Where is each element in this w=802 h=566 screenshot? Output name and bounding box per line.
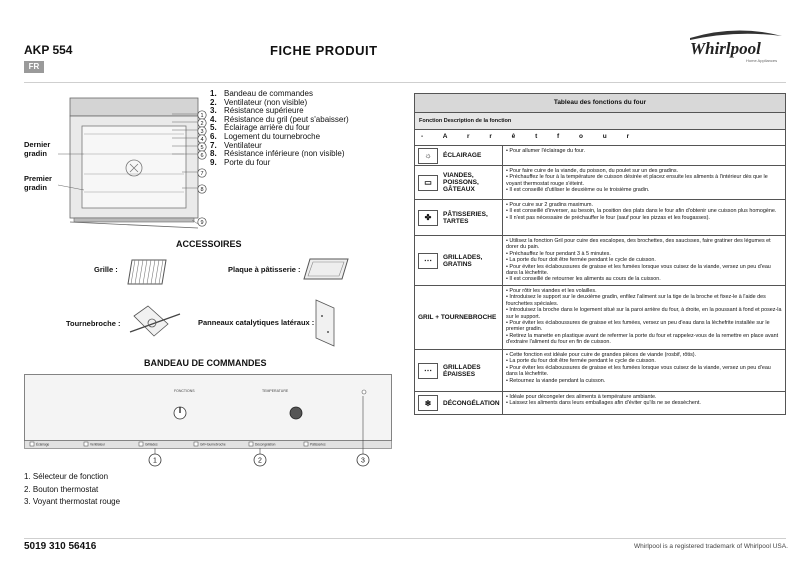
svg-text:Gril+tournebroche: Gril+tournebroche <box>200 442 226 447</box>
functions-table <box>414 93 786 415</box>
svg-text:2: 2 <box>200 121 204 127</box>
grill-icon: ⋯ <box>418 253 438 269</box>
svg-text:8: 8 <box>200 187 204 193</box>
control-panel-title: BANDEAU DE COMMANDES <box>144 358 267 368</box>
list-item: 1. Bandeau de commandes <box>210 89 313 98</box>
list-item: 8. Résistance inférieure (non visible) <box>210 149 345 159</box>
svg-text:3: 3 <box>200 129 204 135</box>
svg-text:3: 3 <box>361 457 365 465</box>
list-item: 1. Sélecteur de fonction <box>24 472 109 481</box>
two-heat-icon: ▭ <box>418 175 438 191</box>
label-dernier-gradin: Dernier gradin <box>24 140 51 158</box>
svg-text:Pâtisseries: Pâtisseries <box>310 442 326 447</box>
list-item: 5. Éclairage arrière du four <box>210 123 310 133</box>
list-item: 4. Résistance du gril (peut s'abaisser) <box>210 114 349 124</box>
svg-text:7: 7 <box>200 171 204 177</box>
table-row: ✤ PÂTISSERIES, TARTES • Pour cuire sur 2 gradins maximum. • Il est conseillé d'inverser, au besoin, la position des plats dans le four afin d'obtenir une cuisson plus homogène. • Il n'est pas nécessaire de préchauffer le four (sauf pour les pizzas et les fougasses). <box>415 200 785 236</box>
list-item: 2. Ventilateur (non visible) <box>210 97 308 107</box>
diagram-callouts <box>194 110 210 235</box>
table-column-header: Fonction Description de la fonction <box>415 113 785 130</box>
model-number: AKP 554 <box>24 43 73 57</box>
language-badge: FR <box>24 61 44 73</box>
svg-text:6: 6 <box>200 153 204 159</box>
table-row: ❄ DÉCONGÉLATION • Idéale pour décongeler des aliments à température ambiante. • Laissez les aliments dans leurs emballages afin d'éviter qu'ils ne se dessèchent. <box>415 392 785 414</box>
table-row: ▭ VIANDES, POISSONS, GÂTEAUX • Pour faire cuire de la viande, du poisson, du poulet sur un des gradins. • Préchauffez le four à la température de cuisson désirée et placez ensuite les aliments à l'intérieur dès que le voyant thermostat rouge s'éteint. • Il est conseillé d'utiliser le deuxième ou le troisième gradin. <box>415 166 785 200</box>
list-item: 2. Bouton thermostat <box>24 484 99 494</box>
defrost-icon: ❄ <box>418 395 438 411</box>
list-item: 7. Ventilateur <box>210 140 262 150</box>
svg-text:2: 2 <box>258 457 262 465</box>
panneaux-illustration <box>312 298 342 348</box>
tournebroche-illustration <box>128 302 182 342</box>
plaque-illustration <box>302 256 350 282</box>
table-row: ☼ ÉCLAIRAGE • Pour allumer l'éclairage du four. <box>415 146 785 166</box>
accessories-title: ACCESSOIRES <box>176 239 242 249</box>
table-row: ⋯ GRILLADES, GRATINS • Utilisez la fonction Gril pour cuire des escalopes, des brochettes, des saucisses, faire gratiner des légumes et dorer du pain. • Préchauffez le four pendant 3 à 5 minutes. • La porte du four doit être fermée pendant le cycle de cuisson. • Pour éviter les éclaboussures de graisse et les fumées lorsque vous cuisez de la viande, versez un peu d'eau dans la lèchefrite. • Il est conseillé de retourner les aliments au cours de la cuisson. <box>415 236 785 286</box>
svg-text:Ventilateur: Ventilateur <box>90 442 106 447</box>
svg-text:TEMPERATURE: TEMPERATURE <box>262 389 289 393</box>
list-item: 3. Résistance supérieure <box>210 106 304 116</box>
table-title: Tableau des fonctions du four <box>415 94 785 113</box>
page-title: FICHE PRODUIT <box>270 43 378 58</box>
svg-text:4: 4 <box>200 137 204 143</box>
svg-text:1: 1 <box>153 457 157 465</box>
svg-text:9: 9 <box>200 220 204 226</box>
svg-text:Home Appliances: Home Appliances <box>746 58 778 63</box>
list-item: 3. Voyant thermostat rouge <box>24 497 121 506</box>
svg-text:5: 5 <box>200 145 204 151</box>
list-item: 9. Porte du four <box>210 157 271 167</box>
product-code: 5019 310 56416 <box>24 541 97 552</box>
list-item: 6. Logement du tournebroche <box>210 131 321 141</box>
panneaux-label: Panneaux catalytiques latéraux : <box>198 318 315 327</box>
table-row: GRIL + TOURNEBROCHE • Pour rôtir les viandes et les volailles. • Introduisez le support sur le deuxième gradin, enfilez l'aliment sur la tige de la broche et fixez-le à l'aide des fourchettes spéciales. • Introduisez la broche dans le logement situé sur la paroi arrière du four, à droite, en la poussant à fond et posez-la sur le support. • Pour éviter les éclaboussures de graisse et les fumées, versez un peu d'eau dans la lèchefrite installée sur le premier gradin. • Retirez la manette en plastique avant de refermer la porte du four et rappelez-vous de la remettre en place avant d'extraire l'aliment du four en fin de cuisson. <box>415 286 785 350</box>
grille-label: Grille : <box>94 265 118 274</box>
trademark-note: Whirlpool is a registered trademark of Whirlpool USA. <box>634 543 788 550</box>
grill-fan-icon: ⋯ <box>418 363 438 379</box>
fan-icon: ✤ <box>418 210 438 226</box>
arret-label: - A r r ê t f o u r <box>421 133 639 140</box>
parts-list <box>210 90 349 167</box>
table-row-arret <box>415 130 785 146</box>
whirlpool-logo <box>686 26 786 68</box>
footer-divider <box>24 538 786 539</box>
label-premier-gradin: Premier gradin <box>24 174 52 192</box>
bulb-icon: ☼ <box>418 148 438 164</box>
tournebroche-label: Tournebroche : <box>66 319 121 328</box>
oven-diagram <box>22 92 212 232</box>
svg-text:Whirlpool: Whirlpool <box>690 39 761 58</box>
table-row: ⋯ GRILLADES ÉPAISSES • Cette fonction est idéale pour cuire de grandes pièces de viande (rosbif, rôtis). • La porte du four doit être fermée pendant le cycle de cuisson. • Pour éviter les éclaboussures de graisse et les fumées lorsque vous cuisez de la viande, versez un peu d'eau dans la lèchefrite. • Retournez la viande pendant la cuisson. <box>415 350 785 392</box>
control-panel-diagram <box>24 374 392 472</box>
header-divider <box>24 82 786 83</box>
svg-text:1: 1 <box>200 113 204 119</box>
svg-text:FONCTIONS: FONCTIONS <box>174 389 195 393</box>
control-panel-list <box>24 471 120 509</box>
svg-text:Éclairage: Éclairage <box>36 442 50 447</box>
grille-illustration <box>126 256 170 288</box>
svg-text:Grillades: Grillades <box>145 442 158 447</box>
plaque-label: Plaque à pâtisserie : <box>228 265 301 274</box>
svg-text:Décongélation: Décongélation <box>255 442 276 447</box>
